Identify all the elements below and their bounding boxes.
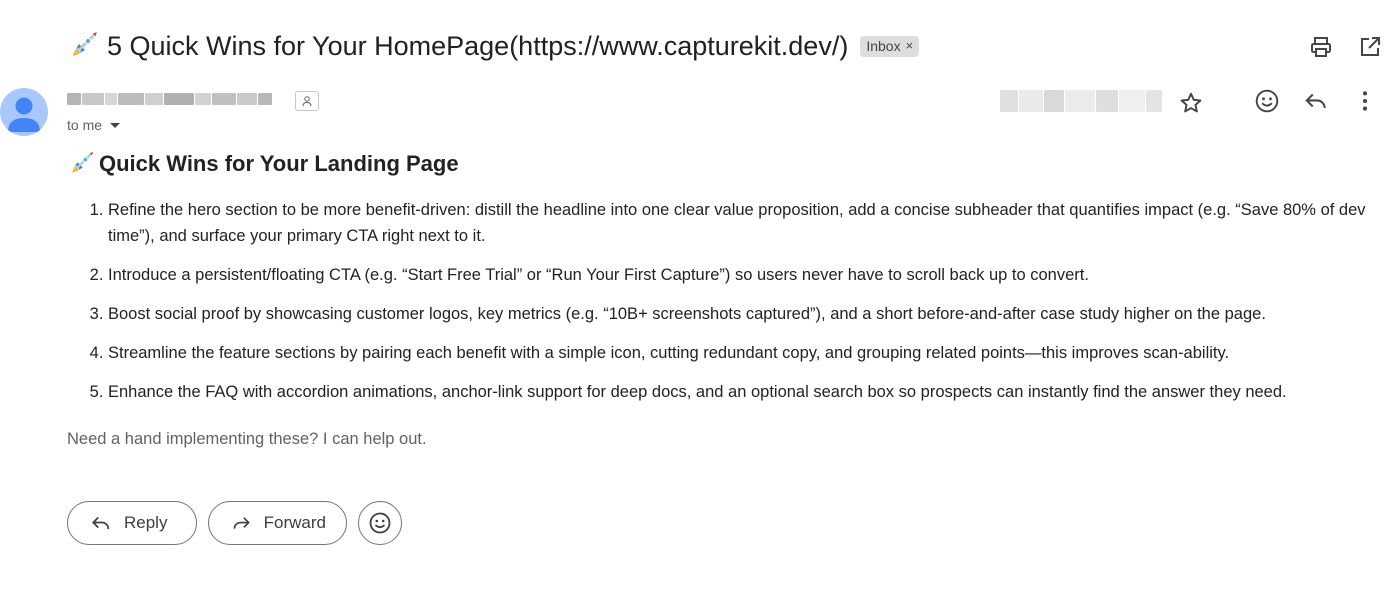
subject-title: 5 Quick Wins for Your HomePage(https://www.capturekit.dev/): [107, 31, 849, 61]
forward-icon: [231, 512, 252, 534]
label-text: Inbox: [866, 37, 901, 54]
body-heading: Quick Wins for Your Landing Page: [99, 151, 459, 176]
recipient-line: to me: [67, 117, 103, 133]
star-button[interactable]: [1178, 90, 1204, 121]
more-vert-icon: [1352, 88, 1378, 114]
forward-label: Forward: [263, 513, 326, 532]
sender-name-redacted[interactable]: [67, 92, 285, 108]
inbox-label-chip[interactable]: [860, 36, 919, 57]
emoji-icon: [368, 511, 392, 535]
rocket-icon: [67, 30, 99, 62]
sender-avatar[interactable]: [0, 88, 48, 136]
message-actions: [1252, 86, 1380, 116]
closing-text: Need a hand implementing these? I can help out.: [67, 430, 427, 448]
quick-wins-list: [67, 197, 1373, 418]
reply-icon: [90, 512, 112, 534]
reply-label: Reply: [124, 513, 168, 532]
more-options-button[interactable]: [1350, 86, 1380, 116]
print-button[interactable]: [1306, 32, 1336, 62]
list-item: 1. Refine the hero section to be more benefit-driven: distill the headline into one clear value proposition, add a concise subheader that quantifies impact (e.g. “Save 80% of dev time”), and surface your primary CTA right next to it.: [108, 197, 1373, 249]
emoji-reaction-footer-button[interactable]: [358, 501, 402, 545]
open-new-window-button[interactable]: [1355, 32, 1385, 62]
add-reaction-button[interactable]: [1252, 86, 1282, 116]
forward-footer-button[interactable]: [208, 501, 347, 545]
emoji-icon: [1254, 88, 1280, 114]
recipient-details-toggle[interactable]: [67, 117, 120, 133]
subject-row: [67, 26, 919, 66]
reply-icon: [1303, 88, 1329, 114]
list-item: 5. Enhance the FAQ with accordion animations, anchor-link support for deep docs, and an optional search box so prospects can instantly find the answer they need.: [108, 379, 1373, 405]
list-item: 4. Streamline the feature sections by pairing each benefit with a simple icon, cutting redundant copy, and grouping related points—this improves scan-ability.: [108, 340, 1373, 366]
list-item: 3. Boost social proof by showcasing customer logos, key metrics (e.g. “10B+ screenshots captured”), and a short before-and-after case study higher on the page.: [108, 301, 1373, 327]
contact-icon: [301, 95, 313, 107]
date-redacted: [1000, 90, 1165, 116]
footer-actions: [67, 501, 402, 545]
open-in-new-icon: [1358, 35, 1382, 59]
rocket-icon: [67, 150, 95, 178]
reply-button[interactable]: [1301, 86, 1331, 116]
body-heading-row: [67, 150, 459, 178]
contact-info-button[interactable]: [295, 91, 319, 111]
chevron-down-icon: [110, 123, 120, 128]
star-icon: [1178, 90, 1204, 116]
thread-toolbar: [1306, 32, 1385, 62]
person-icon: [0, 88, 48, 136]
print-icon: [1309, 35, 1333, 59]
remove-label-button[interactable]: ×: [905, 38, 914, 53]
reply-footer-button[interactable]: [67, 501, 197, 545]
list-item: 2. Introduce a persistent/floating CTA (e.g. “Start Free Trial” or “Run Your First Capture”) so users never have to scroll back up to convert.: [108, 262, 1373, 288]
